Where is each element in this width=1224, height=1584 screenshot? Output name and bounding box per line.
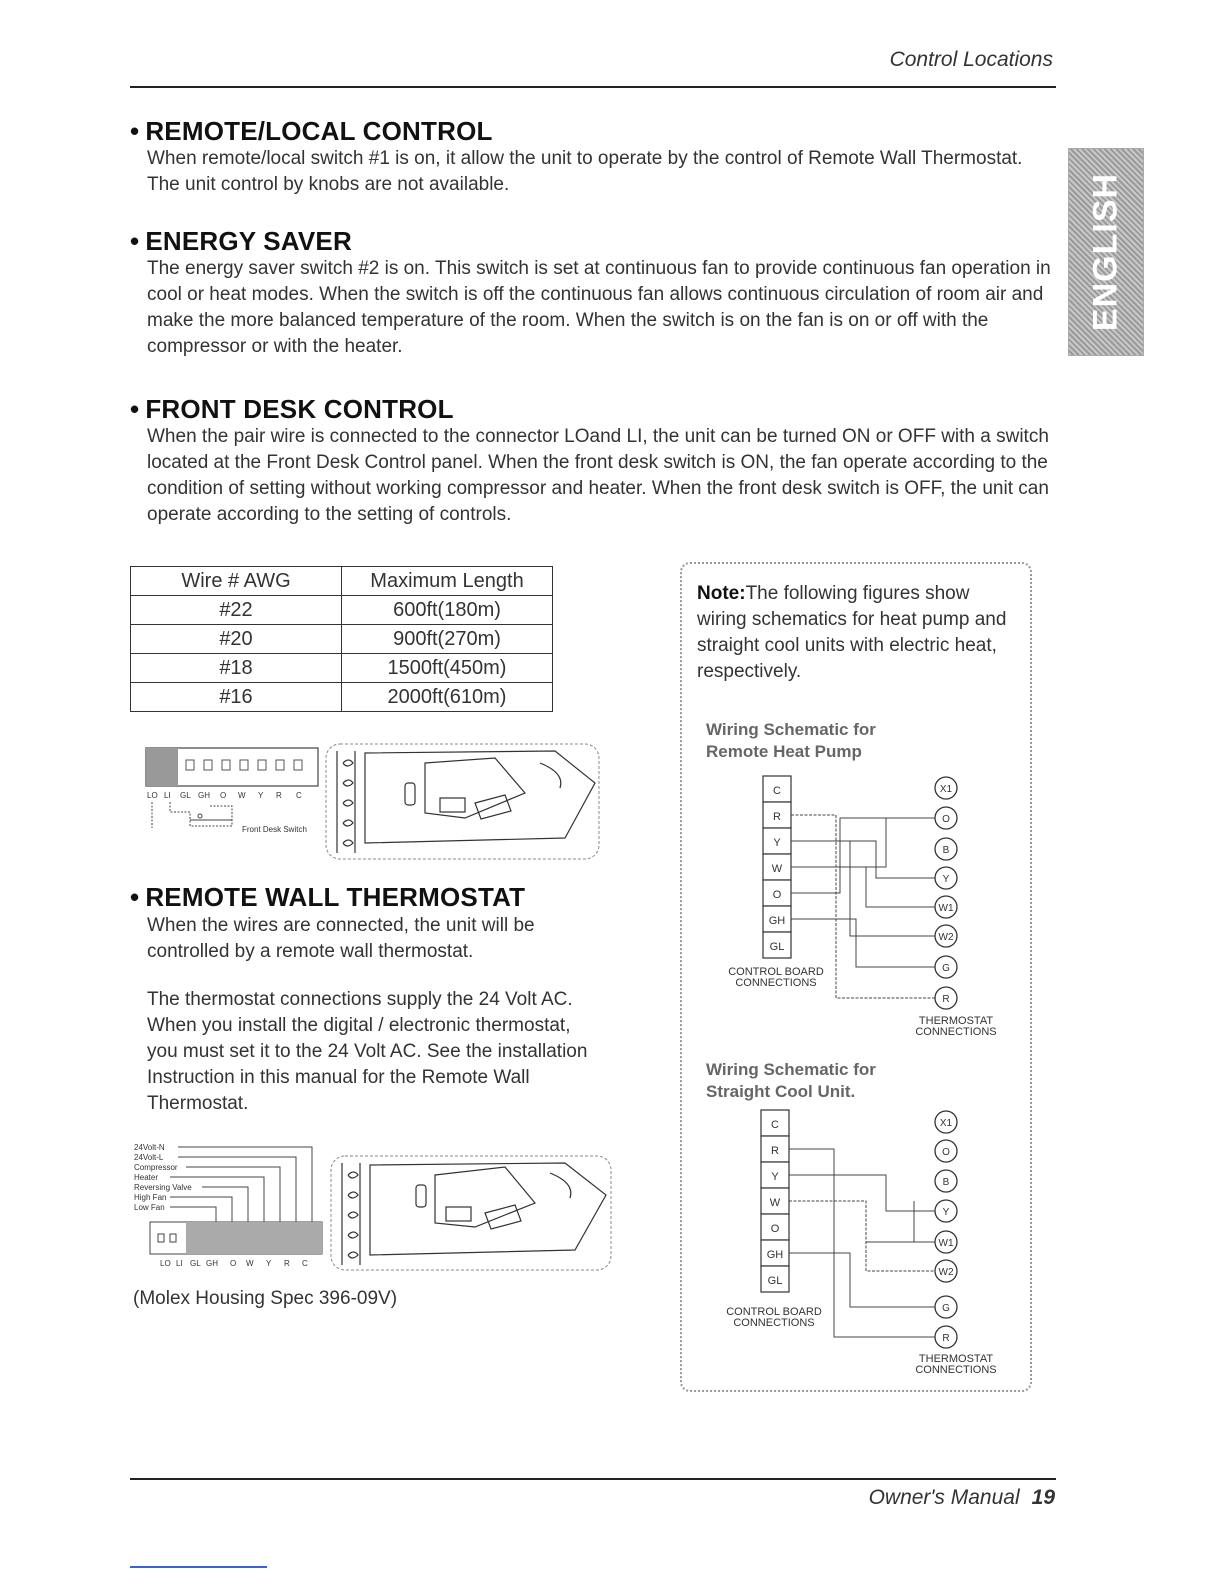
table-cell: 600ft(180m) — [342, 596, 553, 625]
bottom-underline — [130, 1566, 267, 1568]
thermostat-terminal: W2 — [938, 1267, 954, 1278]
front-desk-switch-label: Front Desk Switch — [242, 825, 307, 834]
front-desk-heading: • FRONT DESK CONTROL — [130, 394, 454, 424]
table-header: Maximum Length — [342, 567, 553, 596]
thermostat-terminal: O — [942, 1147, 950, 1158]
thermostat-terminal: W1 — [938, 1238, 954, 1249]
page-number: 19 — [1031, 1486, 1055, 1509]
board-terminal: C — [773, 785, 781, 797]
thermostat-terminal: B — [942, 845, 950, 856]
thermostat-caption: CONNECTIONS — [915, 1364, 997, 1376]
table-row — [131, 654, 553, 683]
molex-caption: (Molex Housing Spec 396-09V) — [133, 1288, 398, 1309]
thermostat-terminal: G — [942, 963, 950, 974]
board-caption: CONTROL BOARD — [726, 1306, 822, 1318]
board-terminal: R — [773, 811, 781, 823]
language-tab-label: ENGLISH — [1086, 172, 1125, 332]
thermostat-terminal: G — [942, 1303, 950, 1314]
remote-local-title: REMOTE/LOCAL CONTROL — [145, 116, 493, 146]
board-terminal: GH — [768, 915, 786, 927]
page-header: Control Locations — [889, 48, 1053, 71]
remote-wall-body-1: When the wires are connected, the unit will be controlled by a remote wall thermostat. — [147, 915, 535, 962]
schematic-title-line: Straight Cool Unit. — [706, 1082, 856, 1101]
header-rule — [130, 86, 1056, 88]
unit-control-illustration — [325, 743, 600, 860]
board-terminal: GH — [766, 1249, 784, 1261]
connector-label: R — [284, 1259, 290, 1268]
energy-saver-heading: • ENERGY SAVER — [130, 226, 352, 256]
connector-label: W — [246, 1259, 254, 1268]
thermostat-terminal: Y — [942, 874, 950, 885]
thermostat-terminal: Y — [942, 1207, 950, 1218]
wire-label: 24Volt-L — [134, 1153, 164, 1162]
table-cell: #22 — [131, 596, 342, 625]
board-caption: CONNECTIONS — [733, 1317, 815, 1329]
connector-label: W — [238, 791, 246, 800]
wire-label: Low Fan — [134, 1203, 165, 1212]
connector-label: Y — [258, 791, 264, 800]
thermostat-terminal: W1 — [938, 903, 954, 914]
thermostat-connector-diagram — [130, 1138, 326, 1274]
board-terminal: W — [771, 863, 783, 875]
table-cell: 900ft(270m) — [342, 625, 553, 654]
board-terminal: R — [771, 1145, 779, 1157]
thermostat-caption: CONNECTIONS — [915, 1026, 997, 1038]
front-desk-title: FRONT DESK CONTROL — [145, 394, 454, 424]
schematic-title-line: Wiring Schematic for — [706, 1060, 876, 1079]
connector-label: GH — [198, 791, 210, 800]
table-row — [131, 683, 553, 712]
manual-title: Owner's Manual — [868, 1486, 1020, 1509]
thermostat-caption: THERMOSTAT — [918, 1353, 994, 1365]
connector-label: LO — [160, 1259, 171, 1268]
connector-label: O — [230, 1259, 237, 1268]
wire-label: Heater — [134, 1173, 159, 1182]
table-cell: #20 — [131, 625, 342, 654]
heat-pump-schematic-title — [706, 719, 876, 763]
note-text — [697, 581, 1017, 685]
wire-label: Reversing Valve — [134, 1183, 192, 1192]
board-terminal: O — [772, 889, 782, 901]
board-terminal: O — [770, 1223, 780, 1235]
table-header: Wire # AWG — [131, 567, 342, 596]
energy-saver-title: ENERGY SAVER — [145, 226, 352, 256]
wire-label: Compressor — [134, 1163, 178, 1172]
connector-label: C — [296, 791, 302, 800]
board-terminal: Y — [771, 1171, 779, 1183]
schematic-title-line: Remote Heat Pump — [706, 742, 862, 761]
page-footer — [760, 1486, 1055, 1510]
energy-saver-body: The energy saver switch #2 is on. This switch is set at continuous fan to provide continuous fan operation in cool or heat modes. When the switch is off the continuous fan allows continuous circulation of room air and make the more balanced temperature of the room. When the switch is on the fan is on or off with the compressor or with the heater. — [147, 258, 1051, 357]
remote-wall-body-2: The thermostat connections supply the 24 Volt AC. When you install the digital / electronic thermostat, you must set it to the 24 Volt AC. See the installation Instruction in this manual for the Remote Wall Thermostat. — [147, 989, 588, 1114]
thermostat-caption: THERMOSTAT — [918, 1015, 994, 1027]
remote-local-body: When remote/local switch #1 is on, it allow the unit to operate by the control of Remote Wall Thermostat. The unit control by knobs are not available. — [147, 148, 1023, 195]
note-body: The following figures show wiring schematics for heat pump and straight cool units with electric heat, respectively. — [697, 583, 1007, 682]
wire-label: High Fan — [134, 1193, 167, 1202]
board-caption: CONTROL BOARD — [728, 966, 824, 978]
thermostat-terminal: X1 — [939, 784, 953, 795]
connector-label: O — [220, 791, 227, 800]
thermostat-terminal: X1 — [939, 1118, 953, 1129]
front-desk-body: When the pair wire is connected to the connector LOand LI, the unit can be turned ON or OFF with a switch located at the Front Desk Control panel. When the front desk switch is ON, the fan operate according to the condition of setting without working compressor and heater. When the front desk switch is OFF, the unit can operate according to the setting of controls. — [147, 426, 1049, 525]
straight-cool-wiring-schematic — [700, 1104, 1020, 1384]
connector-label: R — [276, 791, 282, 800]
straight-cool-schematic-title — [706, 1059, 876, 1103]
heat-pump-wiring-schematic — [700, 770, 1020, 1045]
table-cell: #18 — [131, 654, 342, 683]
board-terminal: C — [771, 1119, 779, 1131]
remote-local-heading: • REMOTE/LOCAL CONTROL — [130, 116, 493, 146]
connector-label: GL — [190, 1259, 201, 1268]
remote-wall-title: REMOTE WALL THERMOSTAT — [145, 882, 526, 912]
thermostat-terminal: W2 — [938, 932, 954, 943]
remote-wall-heading: • REMOTE WALL THERMOSTAT — [130, 882, 526, 912]
board-terminal: GL — [769, 941, 785, 953]
table-row — [131, 596, 553, 625]
board-caption: CONNECTIONS — [735, 977, 817, 989]
wire-label: 24Volt-N — [134, 1143, 165, 1152]
wire-gauge-table — [130, 566, 553, 712]
front-desk-connector-diagram — [140, 740, 330, 850]
table-row — [131, 625, 553, 654]
thermostat-terminal: O — [942, 814, 950, 825]
schematic-title-line: Wiring Schematic for — [706, 720, 876, 739]
connector-label: C — [302, 1259, 308, 1268]
connector-label: LO — [147, 791, 158, 800]
connector-label: GH — [206, 1259, 218, 1268]
table-header-row — [131, 567, 553, 596]
language-tab — [1068, 148, 1144, 356]
unit-thermostat-illustration — [330, 1155, 612, 1271]
table-cell: #16 — [131, 683, 342, 712]
thermostat-terminal: B — [942, 1177, 950, 1188]
connector-label: Y — [266, 1259, 272, 1268]
footer-rule — [130, 1478, 1056, 1480]
table-cell: 2000ft(610m) — [342, 683, 553, 712]
board-terminal: Y — [773, 837, 781, 849]
connector-label: LI — [176, 1259, 183, 1268]
thermostat-terminal: R — [942, 994, 950, 1005]
note-lead: Note: — [697, 583, 746, 604]
connector-label: LI — [164, 791, 171, 800]
board-terminal: W — [769, 1197, 781, 1209]
board-terminal: GL — [767, 1275, 783, 1287]
table-cell: 1500ft(450m) — [342, 654, 553, 683]
thermostat-terminal: R — [942, 1333, 950, 1344]
connector-label: GL — [180, 791, 191, 800]
